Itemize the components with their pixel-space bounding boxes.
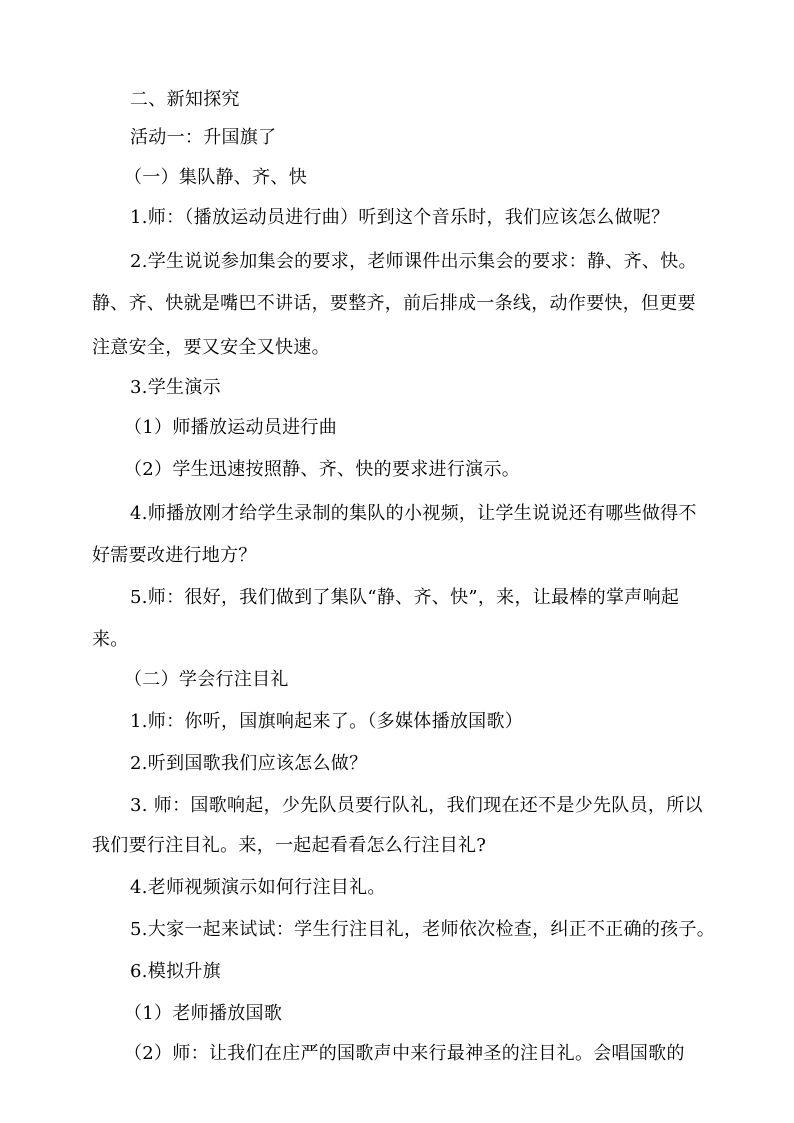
paragraph-line: 1.师：你听，国旗响起来了。（多媒体播放国歌） bbox=[130, 711, 524, 732]
subsection-heading: （一）集队静、齐、快 bbox=[124, 167, 307, 188]
paragraph-line: 4.老师视频演示如何行注目礼。 bbox=[130, 877, 386, 898]
section-heading: 二、新知探究 bbox=[130, 89, 240, 110]
paragraph-line: 2.听到国歌我们应该怎么做？ bbox=[130, 753, 368, 774]
paragraph-line: （2）学生迅速按照静、齐、快的要求进行演示。 bbox=[124, 459, 521, 480]
paragraph-line: 3.学生演示 bbox=[130, 377, 221, 398]
paragraph-line: 1.师：（播放运动员进行曲）听到这个音乐时，我们应该怎么做呢？ bbox=[130, 207, 670, 228]
paragraph-line: 2.学生说说参加集会的要求，老师课件出示集会的要求：静、齐、快。 bbox=[130, 251, 697, 272]
activity-heading: 活动一：升国旗了 bbox=[130, 127, 277, 148]
paragraph-line: 我们要行注目礼。来，一起起看看怎么行注目礼? bbox=[92, 835, 487, 856]
paragraph-line: 3. 师：国歌响起，少先队员要行队礼，我们现在还不是少先队员，所以 bbox=[130, 795, 703, 816]
paragraph-line: 注意安全，要又安全又快速。 bbox=[92, 337, 330, 358]
paragraph-line: （1）师播放运动员进行曲 bbox=[124, 417, 338, 438]
paragraph-line: 4.师播放刚才给学生录制的集队的小视频，让学生说说还有哪些做得不 bbox=[130, 503, 697, 524]
paragraph-line: 来。 bbox=[92, 629, 129, 650]
subsection-heading: （二）学会行注目礼 bbox=[124, 669, 289, 690]
paragraph-line: 好需要改进行地方？ bbox=[92, 545, 257, 566]
paragraph-line: （1）老师播放国歌 bbox=[124, 1003, 283, 1024]
paragraph-line: （2）师：让我们在庄严的国歌声中来行最神圣的注目礼。会唱国歌的 bbox=[124, 1043, 685, 1064]
paragraph-line: 5.大家一起来试试：学生行注目礼，老师依次检查，纠正不正确的孩子。 bbox=[130, 919, 716, 940]
paragraph-line: 6.模拟升旗 bbox=[130, 961, 221, 982]
paragraph-line: 静、齐、快就是嘴巴不讲话，要整齐，前后排成一条线，动作要快，但更要 bbox=[92, 293, 696, 314]
paragraph-line: 5.师：很好，我们做到了集队“静、齐、快”，来，让最棒的掌声响起 bbox=[130, 587, 680, 608]
